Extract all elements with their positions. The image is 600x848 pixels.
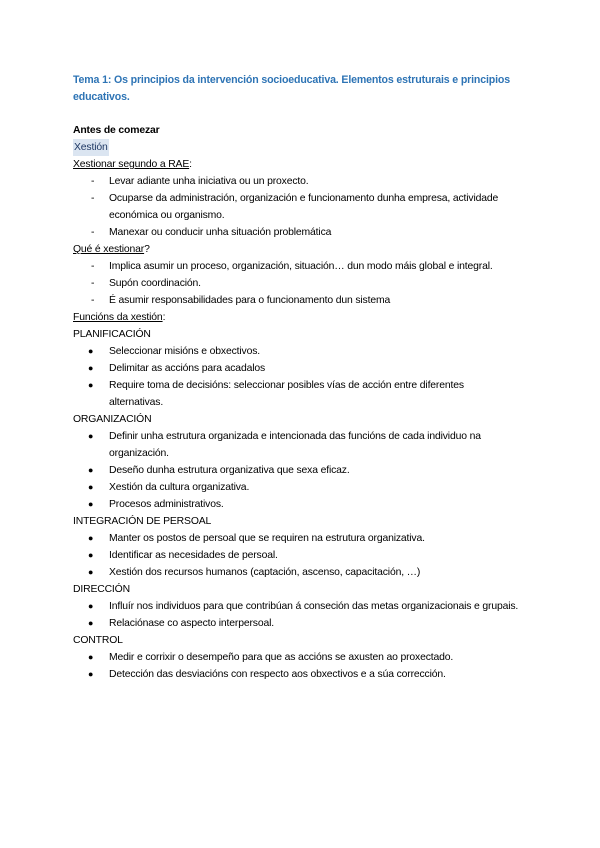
dash-marker: - (91, 278, 95, 289)
control-heading: CONTROL (73, 635, 123, 646)
dash-marker: - (91, 261, 95, 272)
list-item-text: Definir unha estrutura organizada e intencionada das funcións de cada individuo na organización. (109, 431, 481, 459)
funcions-suffix: : (162, 312, 166, 323)
bullet-icon: ● (88, 669, 94, 679)
list-item-text: Delimitar as accións para acadalos (109, 363, 266, 374)
list-item-text: Seleccionar misións e obxectivos. (109, 346, 260, 357)
control-list (73, 649, 520, 683)
list-item (73, 343, 520, 360)
list-item (73, 615, 520, 632)
que-e-heading (73, 241, 520, 258)
list-item (73, 564, 520, 581)
list-item-text: É asumir responsabilidades para o funcionamento dun sistema (109, 295, 391, 306)
list-item (73, 190, 520, 224)
list-item-text: Require toma de decisións: seleccionar posibles vías de acción entre diferentes alternativas. (109, 380, 464, 408)
list-item-text: Identificar as necesidades de persoal. (109, 550, 278, 561)
dash-marker: - (91, 227, 95, 238)
list-item (73, 479, 520, 496)
planificacion-heading: PLANIFICACIÓN (73, 329, 151, 340)
bullet-icon: ● (88, 499, 94, 509)
list-item (73, 530, 520, 547)
funcions-label: Funcións da xestión (73, 312, 163, 323)
dash-marker: - (91, 295, 95, 306)
list-item-text: Deseño dunha estrutura organizativa que sexa eficaz. (109, 465, 350, 476)
list-item-text: Detección das desviacións con respecto aos obxectivos e a súa corrección. (109, 669, 446, 680)
list-item (73, 275, 520, 292)
funcions-heading (73, 309, 520, 326)
rae-heading (73, 156, 520, 173)
list-item (73, 598, 520, 615)
que-e-list (73, 258, 520, 309)
list-item (73, 496, 520, 513)
bullet-icon: ● (88, 346, 94, 356)
list-item (73, 649, 520, 666)
bullet-icon: ● (88, 363, 94, 373)
que-e-label: Qué é xestionar (73, 244, 145, 255)
list-item-text: Medir e corrixir o desempeño para que as accións se axusten ao proxectado. (109, 652, 454, 663)
list-item-text: Implica asumir un proceso, organización, situación… dun modo máis global e integral. (109, 261, 493, 272)
list-item-text: Levar adiante unha iniciativa ou un proxecto. (109, 176, 309, 187)
bullet-icon: ● (88, 550, 94, 560)
list-item (73, 377, 520, 411)
list-item (73, 173, 520, 190)
bullet-icon: ● (88, 652, 94, 662)
topic-line (73, 139, 520, 156)
list-item (73, 462, 520, 479)
bullet-icon: ● (88, 618, 94, 628)
bullet-icon: ● (88, 482, 94, 492)
topic-highlight: Xestión (73, 139, 109, 156)
rae-list (73, 173, 520, 241)
list-item-text: Supón coordinación. (109, 278, 201, 289)
integracion-heading: INTEGRACIÓN DE PERSOAL (73, 516, 212, 527)
list-item (73, 547, 520, 564)
list-item (73, 360, 520, 377)
dash-marker: - (91, 193, 95, 204)
bullet-icon: ● (88, 431, 94, 441)
list-item-text: Manexar ou conducir unha situación problemática (109, 227, 332, 238)
bullet-icon: ● (88, 533, 94, 543)
rae-suffix: : (189, 159, 192, 170)
document-title: Tema 1: Os principios da intervención socioeducativa. Elementos estruturais e principios educativos. (73, 74, 510, 103)
bullet-icon: ● (88, 567, 94, 577)
integracion-list (73, 530, 520, 581)
bullet-icon: ● (88, 465, 94, 475)
list-item-text: Procesos administrativos. (109, 499, 224, 510)
que-e-suffix: ? (144, 244, 150, 255)
list-item (73, 666, 520, 683)
list-item-text: Ocuparse da administración, organización e funcionamento dunha empresa, actividade económica ou organismo. (109, 193, 499, 221)
direccion-heading: DIRECCIÓN (73, 584, 130, 595)
bullet-icon: ● (88, 601, 94, 611)
bullet-icon: ● (88, 380, 94, 390)
dash-marker: - (91, 176, 95, 187)
list-item-text: Xestión dos recursos humanos (captación, ascenso, capacitación, …) (109, 567, 421, 578)
list-item-text: Relaciónase co aspecto interpersoal. (109, 618, 274, 629)
list-item-text: Manter os postos de persoal que se requiren na estrutura organizativa. (109, 533, 425, 544)
list-item (73, 224, 520, 241)
organizacion-list (73, 428, 520, 513)
list-item-text: Xestión da cultura organizativa. (109, 482, 250, 493)
organizacion-heading: ORGANIZACIÓN (73, 414, 152, 425)
planificacion-list (73, 343, 520, 411)
list-item-text: Influír nos individuos para que contribúan á conseción das metas organizacionais e grupais. (109, 601, 519, 612)
list-item (73, 258, 520, 275)
direccion-list (73, 598, 520, 632)
section-heading: Antes de comezar (73, 125, 160, 136)
list-item (73, 292, 520, 309)
rae-label: Xestionar segundo a RAE (73, 159, 190, 170)
list-item (73, 428, 520, 462)
